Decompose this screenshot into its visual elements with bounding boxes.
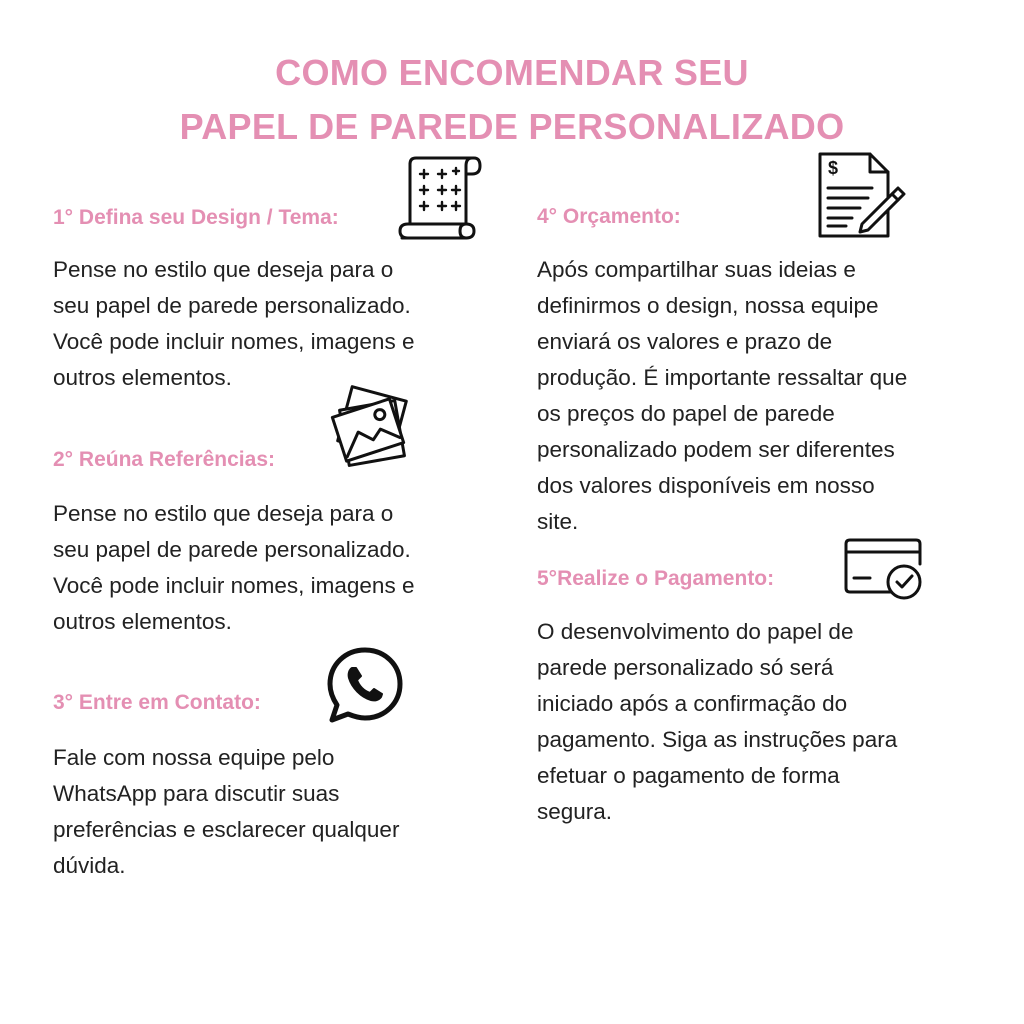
card-payment-check-icon bbox=[842, 536, 926, 602]
step-5-text bbox=[537, 614, 897, 830]
step-5-line: pagamento. Siga as instruções para bbox=[537, 727, 898, 752]
step-3-line: Fale com nossa equipe pelo bbox=[53, 745, 335, 770]
step-5-line: O desenvolvimento do papel de bbox=[537, 619, 854, 644]
step-5-line: segura. bbox=[537, 799, 613, 824]
step-4-line: personalizado podem ser diferentes bbox=[537, 437, 895, 462]
step-3-line: WhatsApp para discutir suas bbox=[53, 781, 340, 806]
page-title-line-2: PAPEL DE PAREDE PERSONALIZADO bbox=[179, 106, 845, 147]
step-5-line: iniciado após a confirmação do bbox=[537, 691, 848, 716]
step-2-line: seu papel de parede personalizado. bbox=[53, 537, 411, 562]
step-4-line: dos valores disponíveis em nosso bbox=[537, 473, 875, 498]
step-5-heading: 5°Realize o Pagamento: bbox=[537, 567, 775, 590]
step-1-line: seu papel de parede personalizado. bbox=[53, 293, 411, 318]
whatsapp-icon bbox=[324, 644, 406, 726]
step-4-line: produção. É importante ressaltar que bbox=[537, 365, 908, 390]
step-3-line: dúvida. bbox=[53, 853, 126, 878]
quote-document-icon bbox=[816, 150, 908, 242]
step-1-line: Pense no estilo que deseja para o bbox=[53, 257, 394, 282]
step-4-heading: 4° Orçamento: bbox=[537, 205, 681, 228]
step-3-line: preferências e esclarecer qualquer bbox=[53, 817, 400, 842]
step-4-line: Após compartilhar suas ideias e bbox=[537, 257, 856, 282]
step-4-line: os preços do papel de parede bbox=[537, 401, 835, 426]
page-title-line-1: COMO ENCOMENDAR SEU bbox=[275, 52, 749, 93]
step-4-line: enviará os valores e prazo de bbox=[537, 329, 833, 354]
step-2-heading: 2° Reúna Referências: bbox=[53, 448, 275, 471]
step-1-heading: 1° Defina seu Design / Tema: bbox=[53, 206, 339, 229]
step-4-line: site. bbox=[537, 509, 579, 534]
step-2-line: Pense no estilo que deseja para o bbox=[53, 501, 394, 526]
step-1-text bbox=[53, 252, 414, 396]
step-1-line: Você pode incluir nomes, imagens e bbox=[53, 329, 415, 354]
dollar-sign-icon: $ bbox=[828, 158, 839, 178]
step-5-line: efetuar o pagamento de forma bbox=[537, 763, 840, 788]
photos-icon bbox=[324, 383, 416, 475]
step-2-line: outros elementos. bbox=[53, 609, 232, 634]
step-4-line: definirmos o design, nossa equipe bbox=[537, 293, 879, 318]
step-2-line: Você pode incluir nomes, imagens e bbox=[53, 573, 415, 598]
step-1-line: outros elementos. bbox=[53, 365, 232, 390]
step-3-heading: 3° Entre em Contato: bbox=[53, 691, 261, 714]
wallpaper-roll-icon bbox=[396, 154, 482, 242]
step-4-text bbox=[537, 252, 907, 540]
step-2-text bbox=[53, 496, 414, 640]
step-3-text bbox=[53, 740, 399, 884]
step-5-line: parede personalizado só será bbox=[537, 655, 834, 680]
